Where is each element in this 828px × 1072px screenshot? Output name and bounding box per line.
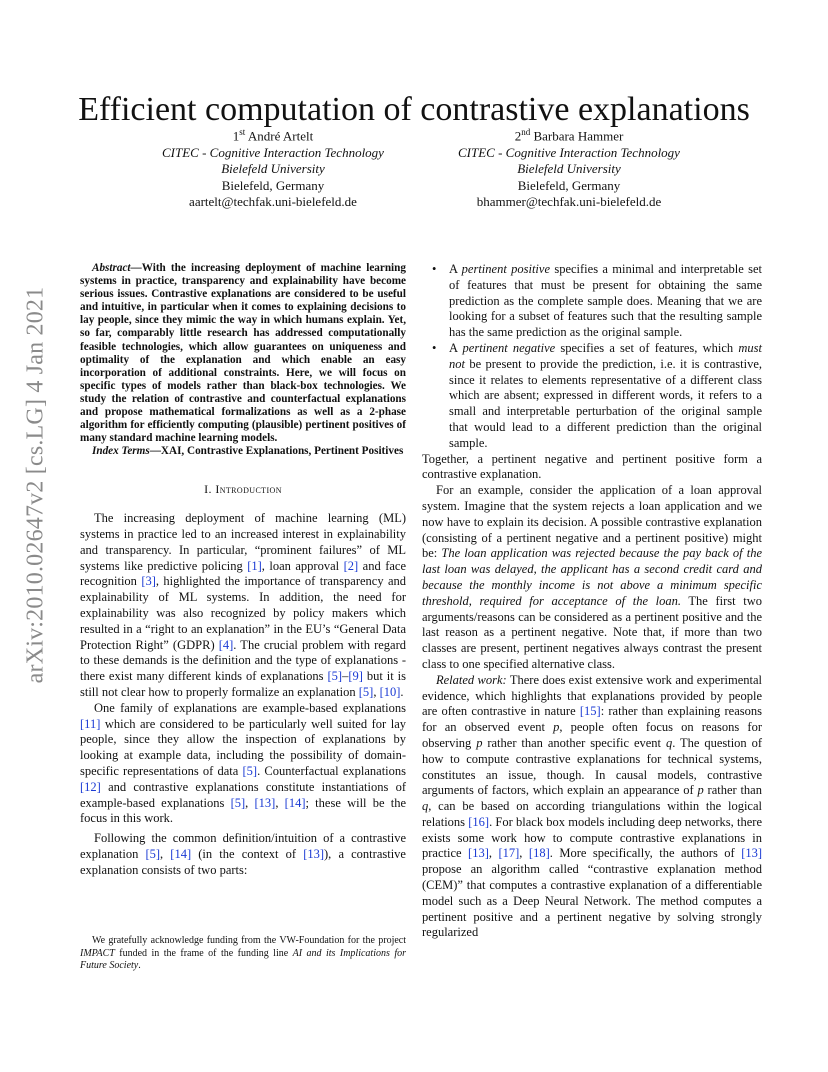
author-name: 1st André Artelt bbox=[232, 127, 314, 144]
citation-link[interactable]: [11] bbox=[80, 716, 101, 731]
intro-paragraph-1: The increasing deployment of machine learning (ML) systems in practice led to an increased interest in explainability and transparency. In particular, “prominent failures” of ML systems like predictive policing [1], loan approval [2] and face recognition [3], highlighted the importance of transparency and explainability of ML systems. In addition, the need for explainability was also recognized by policy makers which resulted in a “right to an explanation” in the EU’s “General Data Protection Right” (GDPR) [4]. The crucial problem with regard to these demands is the definition and the type of explanations - there exist many different kinds of explanations [5]–[9] but it is still not clear how to properly formalize an explanation [5], [10]. bbox=[80, 511, 407, 699]
citation-link[interactable]: [5] bbox=[242, 763, 258, 778]
citation-link[interactable]: [3] bbox=[141, 574, 156, 589]
list-item-pertinent-positive: • A pertinent positive specifies a minimal and interpretable set of features that must be present for obtaining the same prediction as the complete sample does. Meaning that we are looking for a subset of features such that the resulting sample has the same prediction as the original sample. bbox=[432, 262, 762, 340]
author-email[interactable]: aartelt@techfak.uni-bielefeld.de bbox=[189, 194, 357, 210]
citation-link[interactable]: [14] bbox=[284, 795, 306, 810]
citation-link[interactable]: [4] bbox=[218, 637, 234, 652]
citation-link[interactable]: [13] bbox=[254, 795, 276, 810]
paper-page: arXiv:2010.02647v2 [cs.LG] 4 Jan 2021 Efficient computation of contrastive explanations 1st André Artelt CITEC - Cognitive Interaction Technology Bielefeld University Bielefeld, Germany aartelt@techfak.uni-bielefeld.de 2nd Barbara Hammer CITEC - Cognitive Interaction Technology Bielefeld University Bielefeld, Germany bhammer@techfak.uni-bielefeld.de Abstract—With the increasing deployment of machine learning systems in practice, transparency and explainability have become serious issues. Contrastive explanations are considered to be useful and intuitive, in particular when it comes to explaining decisions to lay people, since they mimic the way in which humans explain. Yet, so far, comparably little research has addressed computationally feasible technologies, which allow guarantees on uniqueness and optimality of the explanation and which enable an easy incorporation of additional constraints. Here, we will focus on specific types of models rather than black-box technologies. We study the relation of contrastive and counterfactual explanations and propose mathematical formalizations as well as a 2-phase algorithm for efficiently computing (plausible) pertinent positives of many standard machine learning models. Index Terms—XAI, Contrastive Explanations, Pertinent Positives I. Introduction The increasing deployment of machine learning (ML) systems in practice led to an increased interest in explainability and transparency. In particular, “prominent failures” of ML systems like predictive policing [1], loan approval [2] and face recognition [3], highlighted the importance of transparency and explainability of ML systems. In addition, the need for explainability was also recognized by policy makers which resulted in a “right to an explanation” in the EU’s “General Data Protection Right” (GDPR) [4]. The crucial problem with regard to these demands is the definition and the type of explanations - there exist many different kinds of explanations [5]–[9] but it is still not clear how to properly formalize an explanation [5], [10]. One family of explanations are example-based explanations [11] which are considered to be particularly well suited for lay people, since they allow the inspection of explanations by looking at example data, including the possibility of domain-specific representations of data [5]. Counterfactual explanations [12] and contrastive explanations constitute instantiations of example-based explanations [5], [13], [14]; these will be the focus in this work. Following the common definition/intuition of a contrastive explanation [5], [14] (in the context of [13]), a contrastive explanation consists of two parts: We gratefully acknowledge funding from the VW-Foundation for the project IMPACT funded in the frame of the funding line AI and its Implications for Future Society. • A pertinent positive specifies a minimal and interpretable set of features that must be present for obtaining the same prediction as the complete sample does. Meaning that we are looking for a subset of features such that the resulting sample has the same prediction as the original sample. • A pertinent negative specifies a set of features, which must not be present to provide the prediction, i.e. it is contrastive, since it relates to elements representative of a different class which are absent; expressed in different words, it refers to a small and interpretable perturbation of the original sample that would lead to a different prediction than the original sample. Together, a pertinent negative and pertinent positive form a contrastive explanation. For an example, consider the application of a loan approval system. Imagine that the system rejects a loan application and we now have to explain its decision. A possible contrastive explanation (consisting of a pertinent negative and a pertinent positive) might be: The loan application was rejected because the pay back of the last loan was delayed, the applicant has a second credit card and because the monthly income is not above a minimum specific threshold, required for acceptance of the loan. The first two arguments/reasons can be considered as a pertinent positive and the last reason as a pertinent negative. Note that, if more than two classes are present, pertinent negatives always contrast the present class to one specified alternative class. Related work: There does exist extensive work and experimental evidence, which highlights that explanations provided by people are often contrastive in nature [15]: rather than explaining reasons for an observed event p, people often focus on reasons for observing p rather than another specific event q. The question of how to compute contrastive explanations for technical systems, constitutes an issue, though. In causal models, contrastive arguments of factors, which explain an appearance of p rather than q, can be based on according triangulations within the logical relations [16]. For black box models including deep networks, there exists some work how to compute contrastive explanations in practice [13], [17], [18]. More specifically, the authors of [13] propose an algorithm called “contrastive explanation method (CEM)” that computes a contrastive explanation of a differentiable model such as a Deep Neural Network. The method computes a pertinent positive and a pertinent negative by solving strongly regularized bbox=[0, 0, 828, 1072]
author-location: Bielefeld, Germany bbox=[517, 177, 621, 193]
citation-link[interactable]: [17] bbox=[498, 846, 520, 861]
citation-link[interactable]: [14] bbox=[170, 846, 192, 861]
related-work-label: Related work: bbox=[436, 672, 507, 687]
citation-link[interactable]: [5] bbox=[230, 795, 246, 810]
intro-paragraph-3: Following the common definition/intuition of a contrastive explanation [5], [14] (in the context of [13]), a contrastive explanation consists of two parts: bbox=[80, 831, 406, 877]
author-email[interactable]: bhammer@techfak.uni-bielefeld.de bbox=[476, 194, 662, 210]
bullet-list bbox=[422, 262, 762, 452]
citation-link[interactable]: [2] bbox=[343, 558, 359, 573]
citation-link[interactable]: [10] bbox=[379, 684, 401, 699]
citation-link[interactable]: [9] bbox=[348, 669, 363, 684]
author-location: Bielefeld, Germany bbox=[221, 177, 325, 193]
paragraph-together: Together, a pertinent negative and pertinent positive form a contrastive explanation. bbox=[422, 451, 762, 482]
section-heading: I. Introduction bbox=[204, 482, 282, 497]
left-column bbox=[80, 262, 406, 879]
author-university: Bielefeld University bbox=[221, 161, 325, 177]
citation-link[interactable]: [12] bbox=[80, 779, 101, 794]
author-name: 2nd Barbara Hammer bbox=[514, 127, 624, 144]
citation-link[interactable]: [18] bbox=[528, 846, 550, 861]
bullet-icon: • bbox=[432, 262, 437, 276]
list-item-pertinent-negative: • A pertinent negative specifies a set of features, which must not be present to provide the prediction, i.e. it is contrastive, since it relates to elements representative of a different class which are absent; expressed in different words, it refers to a small and interpretable perturbation of the original sample that would lead to a different prediction than the original sample. bbox=[432, 340, 762, 450]
abstract: Abstract—With the increasing deployment of machine learning systems in practice, transparency and explainability have become serious issues. Contrastive explanations are considered to be useful and intuitive, in particular when it comes to explaining decisions to lay people, since they mimic the way in which humans explain. Yet, so far, comparably little research has addressed computationally feasible technologies, which allow guarantees on uniqueness and optimality of the explanation and which enable an easy incorporation of additional constraints. Here, we will focus on specific types of models rather than black-box technologies. We study the relation of contrastive and counterfactual explanations and propose mathematical formalizations as well as a 2-phase algorithm for efficiently computing (plausible) pertinent positives of many standard machine learning models. bbox=[80, 262, 406, 445]
index-terms: Index Terms—XAI, Contrastive Explanations, Pertinent Positives bbox=[92, 445, 404, 458]
citation-link[interactable]: [13] bbox=[468, 846, 489, 861]
citation-link[interactable]: [13] bbox=[303, 846, 325, 861]
citation-link[interactable]: [1] bbox=[247, 558, 262, 573]
author-dept: CITEC - Cognitive Interaction Technology bbox=[162, 144, 384, 160]
paper-title: Efficient computation of contrastive explanations bbox=[78, 90, 750, 128]
paragraph-example: For an example, consider the application of a loan approval system. Imagine that the system rejects a loan application and we now have to explain its decision. A possible contrastive explanation (consisting of a pertinent negative and a pertinent positive) might be: The loan application was rejected because the pay back of the last loan was delayed, the applicant has a second credit card and because the monthly income is not above a minimum specific threshold, required for acceptance of the loan. The first two arguments/reasons can be considered as a pertinent positive and the last reason as a pertinent negative. Note that, if more than two classes are present, pertinent negatives always contrast the present class to one specified alternative class. bbox=[422, 483, 762, 671]
citation-link[interactable]: [5] bbox=[327, 669, 343, 684]
citation-link[interactable]: [16] bbox=[468, 814, 490, 829]
intro-paragraph-2: One family of explanations are example-based explanations [11] which are considered to be particularly well suited for lay people, since they allow the inspection of explanations by looking at example data, including the possibility of domain-specific representations of data [5]. Counterfactual explanations [12] and contrastive explanations constitute instantiations of example-based explanations [5], [13], [14]; these will be the focus in this work. bbox=[80, 700, 407, 826]
funding-footnote: We gratefully acknowledge funding from the VW-Foundation for the project IMPACT funded in the frame of the funding line AI and its Implications for Future Society. bbox=[80, 935, 406, 972]
citation-link[interactable]: [13] bbox=[741, 846, 763, 861]
author-dept: CITEC - Cognitive Interaction Technology bbox=[458, 144, 680, 160]
citation-link[interactable]: [5] bbox=[358, 684, 374, 699]
paragraph-related-work: Related work: There does exist extensive work and experimental evidence, which highlights that explanations provided by people are often contrastive in nature [15]: rather than explaining reasons for an observed event p, people often focus on reasons for observing p rather than another specific event q. The question of how to compute contrastive explanations for technical systems, constitutes an issue, though. In causal models, contrastive arguments of factors, which explain an appearance of p rather than q, can be based on according triangulations within the logical relations [16]. For black box models including deep networks, there exists some work how to compute contrastive explanations in practice [13], [17], [18]. More specifically, the authors of [13] propose an algorithm called “contrastive explanation method (CEM)” that computes a contrastive explanation of a differentiable model such as a Deep Neural Network. The method computes a pertinent positive and a pertinent negative by solving strongly regularized bbox=[422, 672, 763, 940]
right-column bbox=[422, 262, 762, 941]
citation-link[interactable]: [5] bbox=[145, 846, 161, 861]
bullet-icon: • bbox=[432, 340, 437, 355]
author-block-1 bbox=[103, 124, 443, 211]
author-block-2 bbox=[399, 124, 739, 211]
citation-link[interactable]: [15] bbox=[579, 704, 601, 719]
author-university: Bielefeld University bbox=[517, 161, 621, 177]
